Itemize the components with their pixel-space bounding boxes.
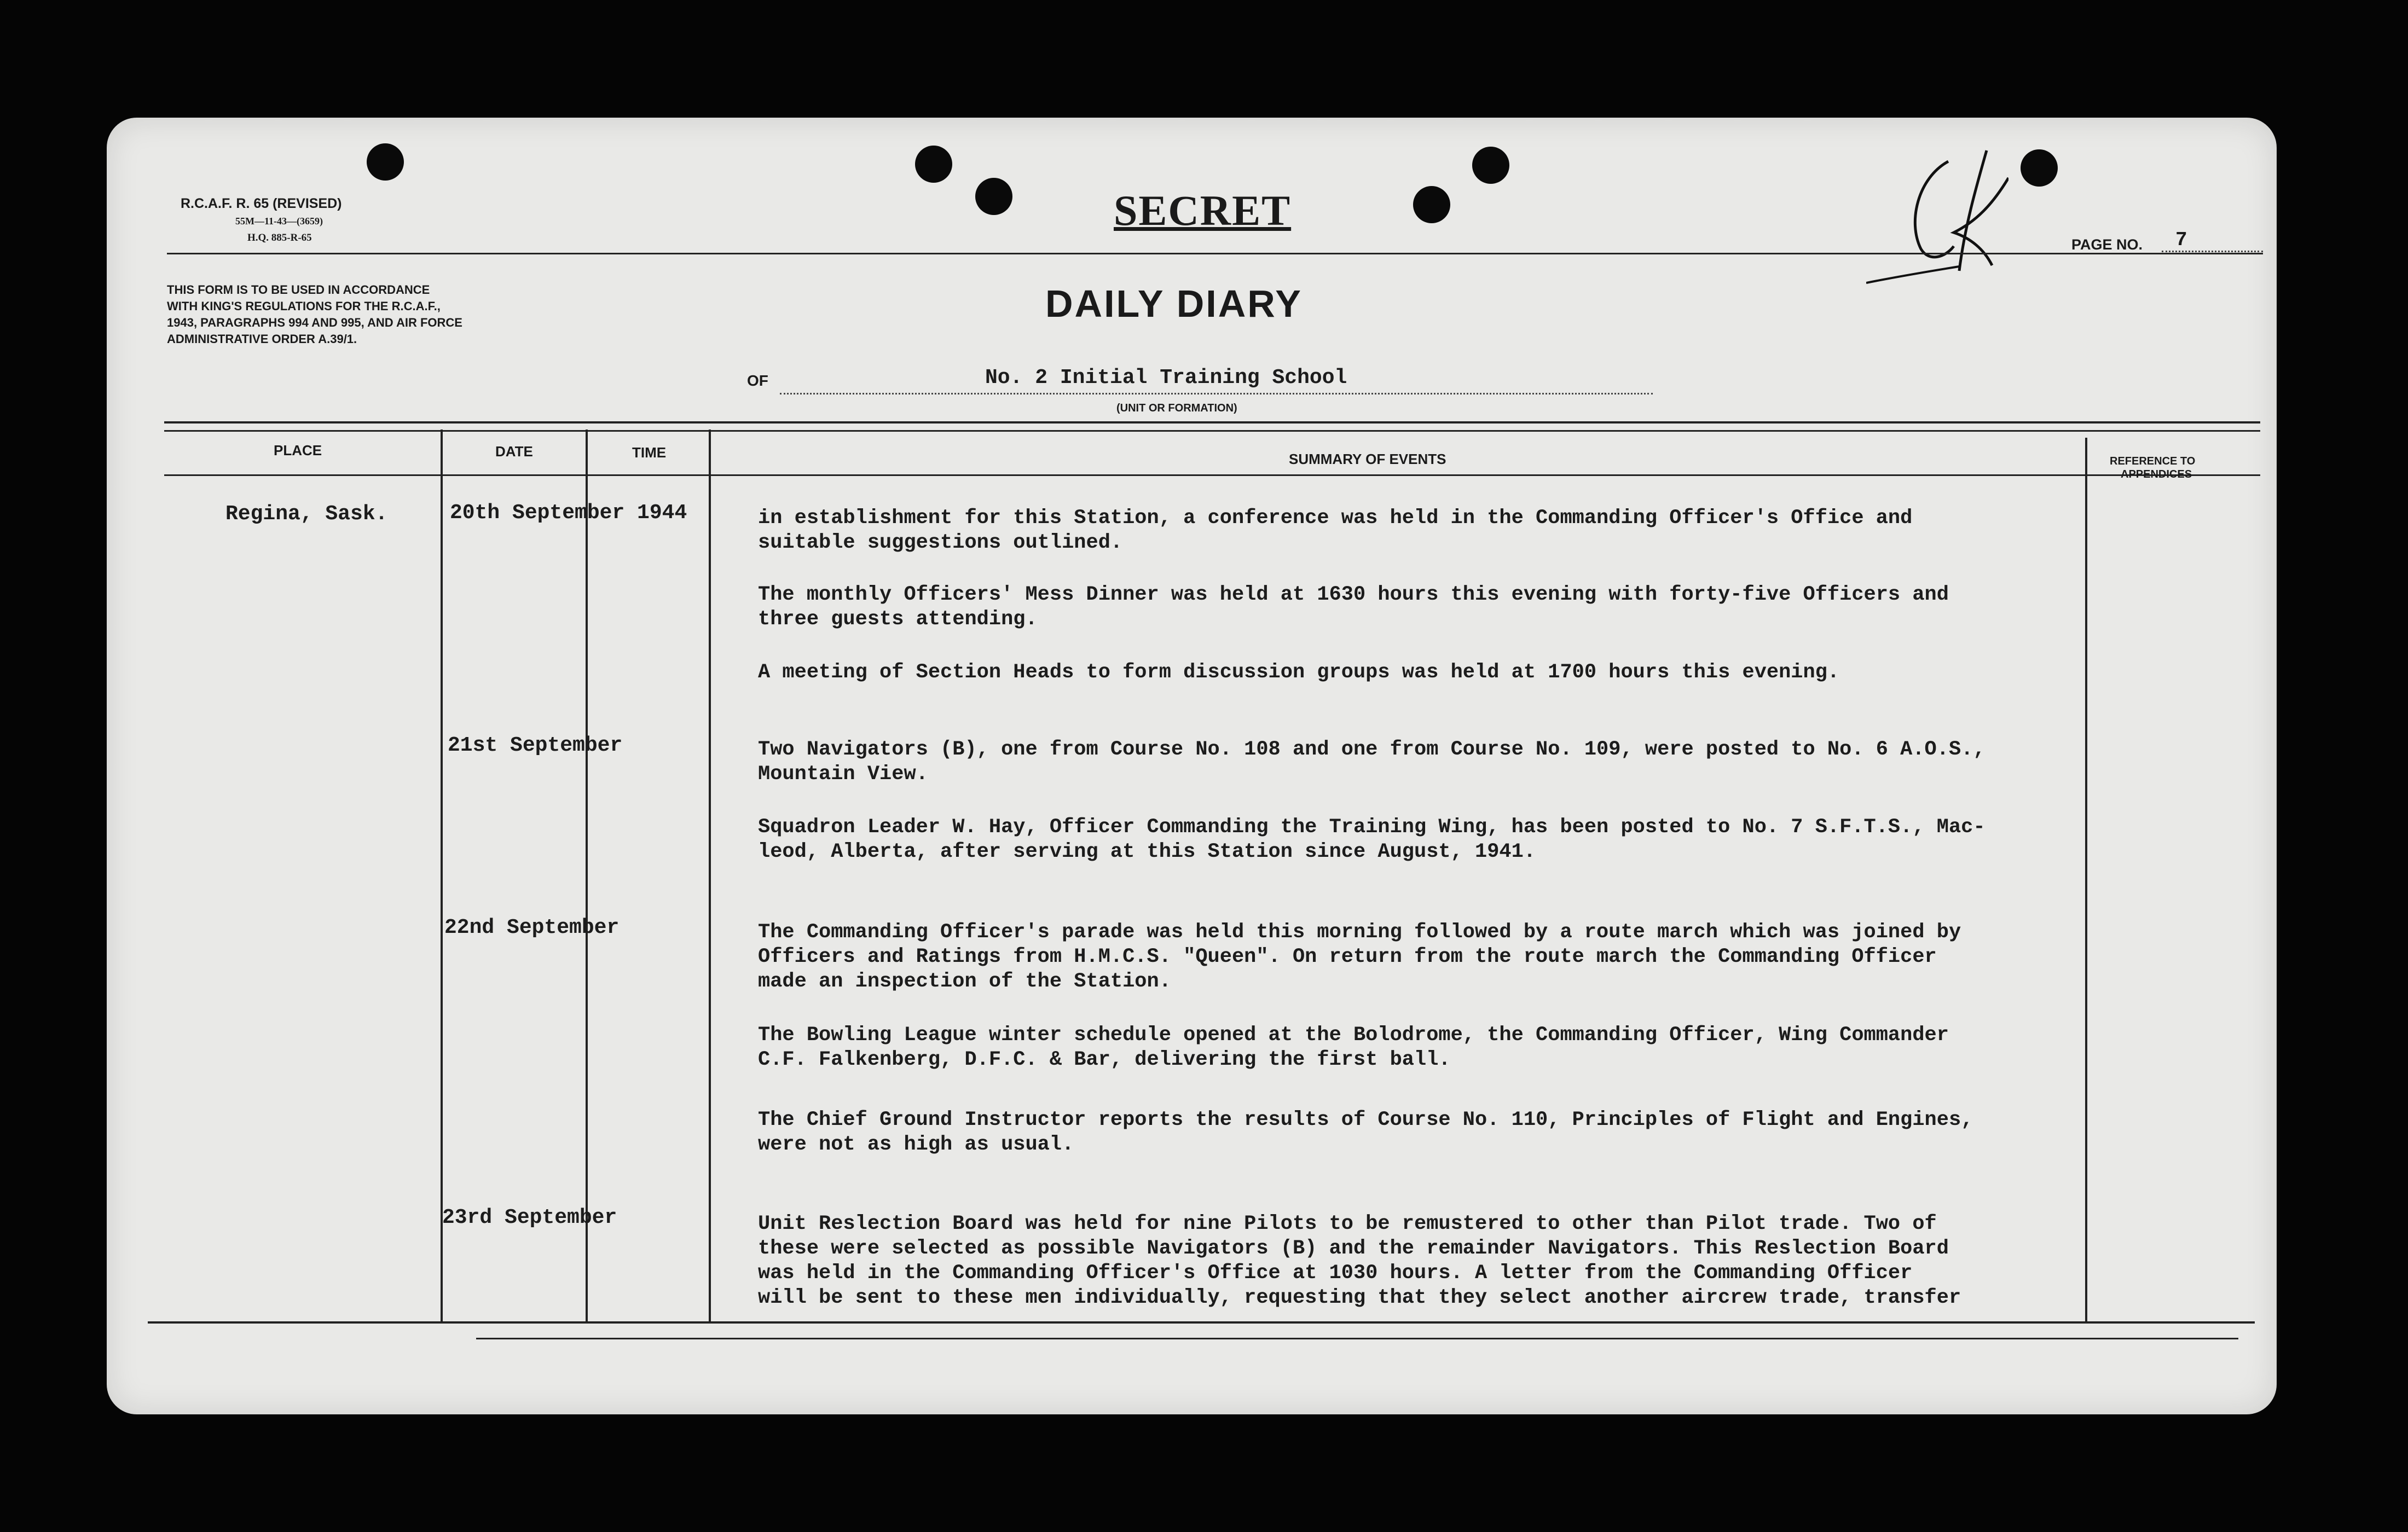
entry-line: Officers and Ratings from H.M.C.S. "Queen". On return from the route march the Commanding Officer xyxy=(758,945,1937,968)
entry-line: The monthly Officers' Mess Dinner was held at 1630 hours this evening with forty-five Officers and xyxy=(758,583,1949,606)
entry-line: was held in the Commanding Officer's Office at 1030 hours. A letter from the Commanding Officer xyxy=(758,1262,1913,1285)
entry-line: Unit Reslection Board was held for nine Pilots to be remustered to other than Pilot trade. Two of xyxy=(758,1212,1937,1235)
entry-line: these were selected as possible Navigators (B) and the remainder Navigators. This Reslection Board xyxy=(758,1237,1949,1260)
table-top-rule-2 xyxy=(164,430,2260,432)
punch-hole xyxy=(975,178,1012,215)
instructions-line: THIS FORM IS TO BE USED IN ACCORDANCE xyxy=(167,283,430,297)
entry-line: Mountain View. xyxy=(758,763,928,786)
summary-entry xyxy=(758,583,1949,632)
instructions-line: 1943, PARAGRAPHS 994 AND 995, AND AIR FORCE xyxy=(167,316,462,329)
column-divider xyxy=(441,430,443,1322)
unit-rule xyxy=(780,393,1653,394)
entry-line: suitable suggestions outlined. xyxy=(758,531,1123,554)
entry-line: will be sent to these men individually, requesting that they select another aircrew trade, transfer xyxy=(758,1286,1961,1309)
date-cell: 23rd September xyxy=(442,1206,617,1229)
punch-hole xyxy=(1472,147,1509,184)
column-header-summary: SUMMARY OF EVENTS xyxy=(1289,451,1446,467)
summary-entry xyxy=(758,920,1961,994)
column-divider xyxy=(709,430,711,1322)
date-cell: 20th September 1944 xyxy=(450,501,687,525)
summary-entry xyxy=(758,738,1986,787)
entry-line: in establishment for this Station, a conference was held in the Commanding Officer's Office and xyxy=(758,507,1913,530)
hq-reference: H.Q. 885-R-65 xyxy=(247,232,312,243)
entry-line: were not as high as usual. xyxy=(758,1133,1074,1156)
instructions-line: ADMINISTRATIVE ORDER A.39/1. xyxy=(167,332,357,346)
instructions-line: WITH KING'S REGULATIONS FOR THE R.C.A.F., xyxy=(167,299,441,313)
column-header-time: TIME xyxy=(632,444,667,461)
page-number-label: PAGE NO. xyxy=(2071,236,2143,253)
entry-line: leod, Alberta, after serving at this Station since August, 1941. xyxy=(758,840,1536,863)
handwritten-initials-icon xyxy=(1866,140,2008,287)
table-top-rule xyxy=(164,421,2260,423)
column-header-place: PLACE xyxy=(274,442,322,459)
entry-line: Squadron Leader W. Hay, Officer Commanding the Training Wing, has been posted to No. 7 S.F.T.S., Mac- xyxy=(758,816,1986,839)
punch-hole xyxy=(915,146,952,183)
punch-hole xyxy=(1413,186,1450,223)
summary-entry xyxy=(758,1108,1973,1157)
print-code: 55M—11-43—(3659) xyxy=(235,216,323,227)
punch-hole xyxy=(367,143,404,181)
unit-caption: (UNIT OR FORMATION) xyxy=(1116,402,1237,414)
summary-entry xyxy=(758,660,1839,685)
date-cell: 21st September xyxy=(448,734,623,757)
column-divider xyxy=(2085,438,2087,1322)
table-header-rule xyxy=(164,474,2260,476)
column-divider xyxy=(586,430,588,1322)
entry-line: A meeting of Section Heads to form discussion groups was held at 1700 hours this evening. xyxy=(758,661,1840,684)
header-rule xyxy=(167,253,2263,254)
unit-name: No. 2 Initial Training School xyxy=(985,366,1347,390)
form-number: R.C.A.F. R. 65 (REVISED) xyxy=(181,196,342,211)
summary-entry xyxy=(758,1023,1949,1072)
column-header-date: DATE xyxy=(495,443,533,460)
column-header-reference: REFERENCE TO xyxy=(2110,455,2196,467)
entry-line: three guests attending. xyxy=(758,608,1038,631)
summary-entry xyxy=(758,506,1912,555)
entry-line: The Chief Ground Instructor reports the results of Course No. 110, Principles of Flight and Engines, xyxy=(758,1109,1973,1131)
entry-line: The Commanding Officer's parade was held this morning followed by a route march which was joined by xyxy=(758,921,1961,944)
page-title: DAILY DIARY xyxy=(1045,282,1303,325)
entry-line: made an inspection of the Station. xyxy=(758,970,1171,993)
punch-hole xyxy=(2021,149,2058,187)
classification-stamp: SECRET xyxy=(1114,187,1292,234)
place-cell: Regina, Sask. xyxy=(225,502,388,526)
entry-line: The Bowling League winter schedule opened at the Bolodrome, the Commanding Officer, Wing Commander xyxy=(758,1024,1949,1047)
of-label: OF xyxy=(747,372,768,389)
page-number-value: 7 xyxy=(2175,229,2187,251)
entry-line: C.F. Falkenberg, D.F.C. & Bar, delivering the first ball. xyxy=(758,1048,1451,1071)
summary-entry xyxy=(758,815,1986,864)
table-bottom-rule xyxy=(148,1321,2255,1324)
card-bottom-rule xyxy=(476,1338,2238,1339)
date-cell: 22nd September xyxy=(444,916,620,939)
summary-entry xyxy=(758,1212,1961,1310)
column-header-reference: APPENDICES xyxy=(2121,468,2192,480)
entry-line: Two Navigators (B), one from Course No. 108 and one from Course No. 109, were posted to No. 6 A.O.S., xyxy=(758,738,1986,761)
